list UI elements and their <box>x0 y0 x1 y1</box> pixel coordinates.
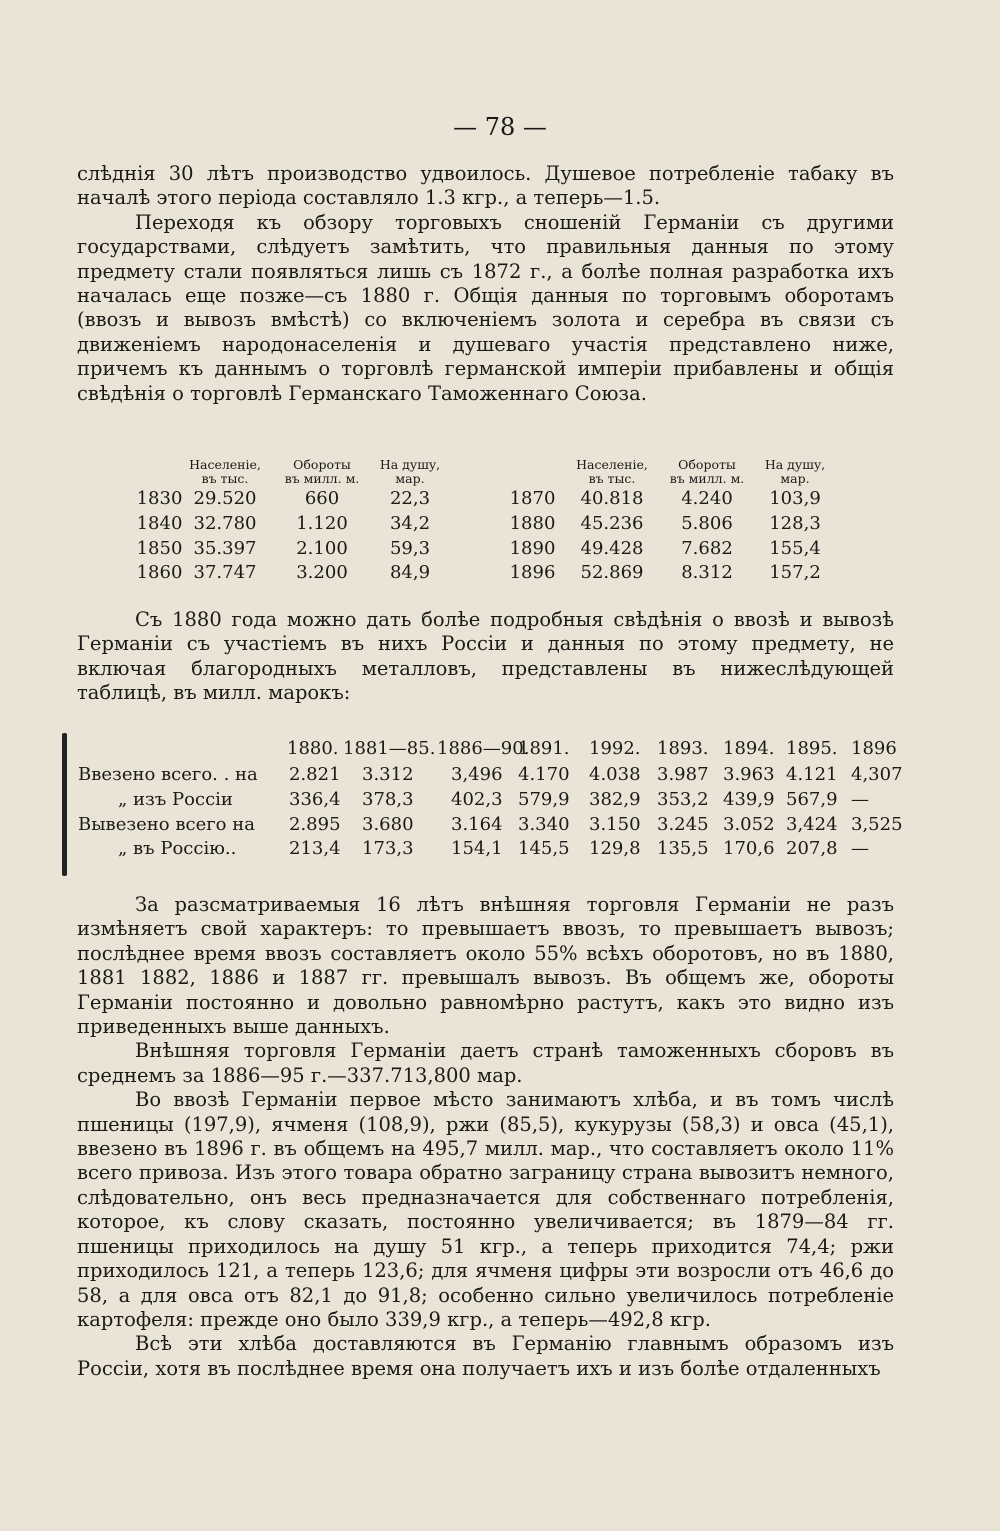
paragraph-block-1 <box>77 162 894 406</box>
table-cell: 103,9 <box>769 488 821 509</box>
paragraph: За разсматриваемыя 16 лѣтъ внѣшняя торговля Германіи не разъ измѣняетъ свой характеръ: то превышаетъ ввозъ, то превышаетъ вывозъ; послѣднее время ввозъ составляетъ около 55% всѣхъ оборотовъ, но въ 1880, 1881 1882, 1886 и 1887 гг. превышалъ вывозъ. Въ общемъ же, обороты Германіи постоянно и довольно равномѣрно растутъ, какъ это видно изъ приведенныхъ выше данныхъ. <box>77 893 894 1039</box>
table-cell: 84,9 <box>389 562 431 583</box>
table-cell: 3.680 <box>362 814 414 835</box>
table-cell: 567,9 <box>786 789 838 810</box>
paragraph-block-3 <box>77 893 894 1381</box>
year-cell: 1870 <box>509 488 556 509</box>
column-header: Обороты въ милл. м. <box>284 457 360 486</box>
table-cell: 2.821 <box>289 764 341 785</box>
table-cell: 3.340 <box>518 814 570 835</box>
year-header: 1881—85. <box>343 738 436 759</box>
table-cell: 128,3 <box>769 513 821 534</box>
row-label: Ввезено всего. . на <box>78 764 258 785</box>
column-header: На душу, мар. <box>379 457 441 486</box>
table-cell: 3.245 <box>657 814 709 835</box>
table-cell: 52.869 <box>580 562 644 583</box>
table-cell: 3,424 <box>786 814 838 835</box>
table-cell: 40.818 <box>580 488 644 509</box>
year-cell: 1860 <box>136 562 183 583</box>
year-cell: 1896 <box>509 562 556 583</box>
row-label: Вывезено всего на <box>78 814 255 835</box>
column-header: Населеніе, въ тыс. <box>576 457 648 486</box>
table-cell: 59,3 <box>389 538 431 559</box>
table-cell: 336,4 <box>289 789 341 810</box>
table-cell: 170,6 <box>723 838 775 859</box>
table-cell: 439,9 <box>723 789 775 810</box>
table-cell: — <box>851 838 869 859</box>
table-cell: 2.100 <box>296 538 348 559</box>
table-cell: 4.121 <box>786 764 838 785</box>
table-cell: 4.038 <box>589 764 641 785</box>
table-cell: 37.747 <box>193 562 257 583</box>
table-cell: 4,307 <box>851 764 903 785</box>
table-cell: 382,9 <box>589 789 641 810</box>
table-cell: 213,4 <box>289 838 341 859</box>
table-cell: 3.052 <box>723 814 775 835</box>
year-header: 1894. <box>723 738 775 759</box>
year-cell: 1880 <box>509 513 556 534</box>
table-cell: — <box>851 789 869 810</box>
year-header: 1893. <box>657 738 709 759</box>
table-cell: 7.682 <box>681 538 733 559</box>
table-cell: 3.150 <box>589 814 641 835</box>
table-cell: 207,8 <box>786 838 838 859</box>
paragraph: Всѣ эти хлѣба доставляются въ Германію главнымъ образомъ изъ Россіи, хотя въ послѣднее время она получаетъ ихъ и изъ болѣе отдаленныхъ <box>77 1332 894 1380</box>
table-cell: 29.520 <box>193 488 257 509</box>
table-cell: 378,3 <box>362 789 414 810</box>
paragraph: Во ввозѣ Германіи первое мѣсто занимаютъ хлѣба, и въ томъ числѣ пшеницы (197,9), ячменя (108,9), ржи (85,5), кукурузы (58,3) и овса (45,1), ввезено въ 1896 г. въ общемъ на 495,7 милл. мар., что составляетъ около 11% всего привоза. Изъ этого товара обратно заграницу страна вывозитъ немного, слѣдовательно, онъ весь предназначается для собственнаго потребленія, которое, къ слову сказать, постоянно увеличивается; въ 1879—84 гг. пшеницы приходилось на душу 51 кгр., а теперь приходится 74,4; ржи приходилось 121, а теперь 123,6; для ячменя цифры эти возросли отъ 46,6 до 58, а для овса отъ 82,1 до 91,8; особенно сильно увеличилось потребленіе картофеля: прежде оно было 339,9 кгр., а теперь—492,8 кгр. <box>77 1088 894 1331</box>
table-cell: 3,525 <box>851 814 903 835</box>
table-cell: 129,8 <box>589 838 641 859</box>
table-cell: 1.120 <box>296 513 348 534</box>
table-cell: 4.240 <box>681 488 733 509</box>
column-header: Обороты въ милл. м. <box>669 457 745 486</box>
paragraph: Съ 1880 года можно дать болѣе подробныя свѣдѣнія о ввозѣ и вывозѣ Германіи съ участіемъ въ нихъ Россіи и данныя по этому предмету, не включая благородныхъ металловъ, представлены въ нижеслѣдующей таблицѣ, въ милл. марокъ: <box>77 608 894 705</box>
table-cell: 22,3 <box>389 488 431 509</box>
table-cell: 660 <box>304 488 340 509</box>
year-cell: 1850 <box>136 538 183 559</box>
table-cell: 4.170 <box>518 764 570 785</box>
paragraph: слѣднія 30 лѣтъ производство удвоилось. Душевое потребленіе табаку въ началѣ этого періода составляло 1.3 кгр., а теперь—1.5. <box>77 162 894 210</box>
table-cell: 8.312 <box>681 562 733 583</box>
table-cell: 579,9 <box>518 789 570 810</box>
year-header: 1896 <box>851 738 897 759</box>
table-cell: 35.397 <box>193 538 257 559</box>
year-cell: 1890 <box>509 538 556 559</box>
table-cell: 34,2 <box>389 513 431 534</box>
table-cell: 3.963 <box>723 764 775 785</box>
year-header: 1880. <box>287 738 339 759</box>
table-cell: 3.987 <box>657 764 709 785</box>
year-cell: 1830 <box>136 488 183 509</box>
table-cell: 353,2 <box>657 789 709 810</box>
table-cell: 3,496 <box>451 764 503 785</box>
table-cell: 145,5 <box>518 838 570 859</box>
table-cell: 157,2 <box>769 562 821 583</box>
table-cell: 135,5 <box>657 838 709 859</box>
paragraph: Внѣшняя торговля Германіи даетъ странѣ таможенныхъ сборовъ въ среднемъ за 1886—95 г.—337.713,800 мар. <box>77 1039 894 1087</box>
table-cell: 32.780 <box>193 513 257 534</box>
table-cell: 154,1 <box>451 838 503 859</box>
table-cell: 402,3 <box>451 789 503 810</box>
table-cell: 3.164 <box>451 814 503 835</box>
page-number: — 78 — <box>453 113 547 141</box>
table-cell: 2.895 <box>289 814 341 835</box>
table-cell: 5.806 <box>681 513 733 534</box>
table-cell: 45.236 <box>580 513 644 534</box>
row-label: „ въ Россію.. <box>118 838 237 859</box>
column-header: Населеніе, въ тыс. <box>189 457 261 486</box>
year-header: 1992. <box>589 738 641 759</box>
year-header: 1891. <box>518 738 570 759</box>
column-header: На душу, мар. <box>764 457 826 486</box>
table-cell: 155,4 <box>769 538 821 559</box>
table-cell: 173,3 <box>362 838 414 859</box>
margin-pencil-mark <box>62 733 67 876</box>
paragraph-block-2 <box>77 608 894 706</box>
paragraph: Переходя къ обзору торговыхъ сношеній Германіи съ другими государствами, слѣдуетъ замѣтить, что правильныя данныя по этому предмету стали появляться лишь съ 1872 г., а болѣе полная разработка ихъ началась еще позже—съ 1880 г. Общія данныя по торговымъ оборотамъ (ввозъ и вывозъ вмѣстѣ) со включеніемъ золота и серебра въ связи съ движеніемъ народонаселенія и душеваго участія представлено ниже, причемъ къ даннымъ о торговлѣ германской имперіи прибавлены и общія свѣдѣнія о торговлѣ Германскаго Таможеннаго Союза. <box>77 210 894 405</box>
row-label: „ изъ Россіи <box>118 789 233 810</box>
year-header: 1886—90. <box>437 738 530 759</box>
table-cell: 3.312 <box>362 764 414 785</box>
table-cell: 3.200 <box>296 562 348 583</box>
year-header: 1895. <box>786 738 838 759</box>
table-cell: 49.428 <box>580 538 644 559</box>
year-cell: 1840 <box>136 513 183 534</box>
